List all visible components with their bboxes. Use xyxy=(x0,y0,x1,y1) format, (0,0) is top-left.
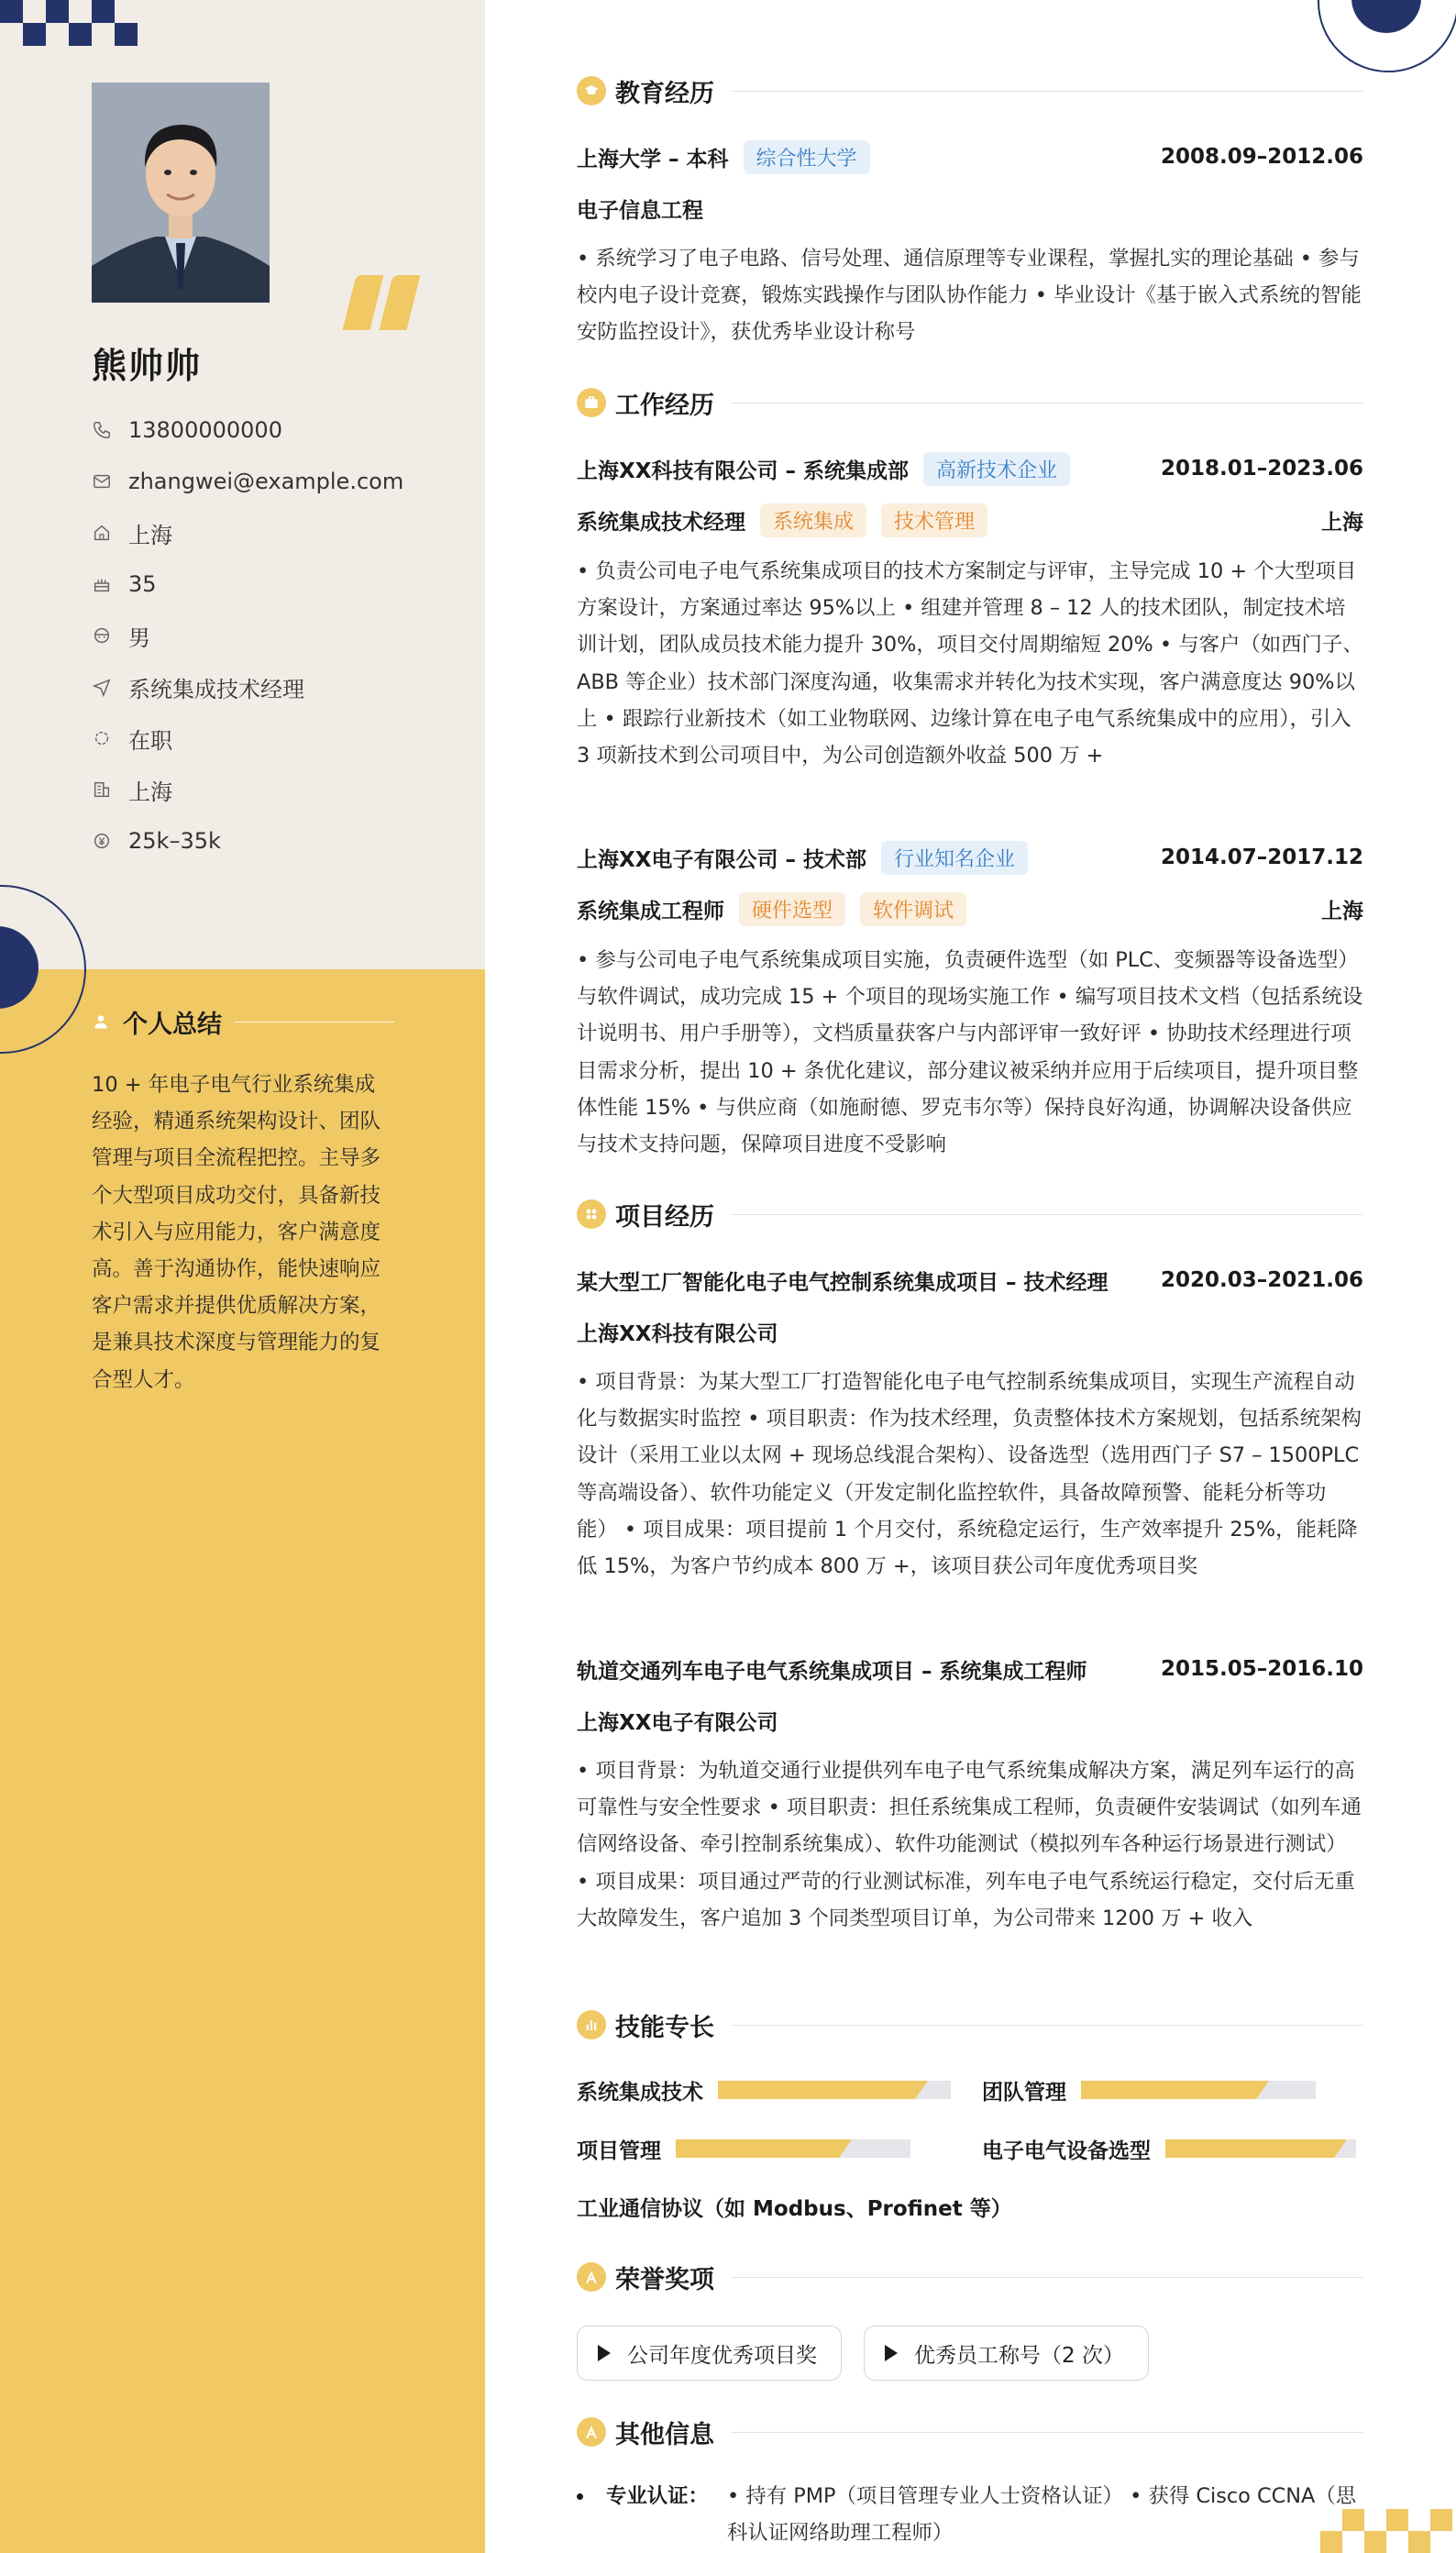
section-skills xyxy=(577,2006,1363,2043)
project-date: 2020.03–2021.06 xyxy=(1160,1268,1363,1292)
divider xyxy=(731,2025,1363,2026)
briefcase-icon xyxy=(577,388,606,417)
project-name: 某大型工厂智能化电子电气控制系统集成项目 – 技术经理 xyxy=(577,1270,1109,1295)
skill-bar-fill xyxy=(718,2081,915,2099)
person-icon xyxy=(92,1012,110,1031)
company-tag: 行业知名企业 xyxy=(881,841,1028,875)
building-icon xyxy=(92,779,112,800)
contact-position xyxy=(92,673,304,701)
contact-phone xyxy=(92,416,282,444)
job-location: 上海 xyxy=(1321,899,1363,923)
contact-status xyxy=(92,724,172,752)
phone-icon xyxy=(92,420,112,440)
project-date: 2015.05–2016.10 xyxy=(1160,1657,1363,1681)
skill-name: 电子电气设备选型 xyxy=(982,2139,1151,2163)
job-location: 上海 xyxy=(1321,510,1363,535)
contact-text: 上海 xyxy=(128,522,172,548)
contact-text: 35 xyxy=(128,571,157,597)
project-company: 上海XX科技有限公司 xyxy=(577,1321,778,1346)
skill-bar xyxy=(718,2081,951,2099)
checker-decoration xyxy=(0,0,138,46)
summary-text: 10 + 年电子电气行业系统集成经验，精通系统架构设计、团队管理与项目全流程把控。主导多个大型项目成功交付，具备新技术引入与应用能力，客户满意度高。善于沟通协作，能快速响应客户需求并提供优质解决方案，是兼具技术深度与管理能力的复合型人才。 xyxy=(92,1073,381,1392)
company-name: 上海XX电子有限公司 – 技术部 xyxy=(577,847,866,872)
contact-text: 男 xyxy=(128,624,150,651)
other-value: • 持有 PMP（项目管理专业人士资格认证） • 获得 Cisco CCNA（思科认证网络助理工程师） xyxy=(727,2484,1357,2546)
bar-chart-icon xyxy=(577,2010,606,2039)
bullet-dot xyxy=(577,2493,583,2500)
award-label: 公司年度优秀项目奖 xyxy=(627,2343,817,2368)
skill-extra: 工业通信协议（如 Modbus、Profinet 等） xyxy=(577,2197,1012,2221)
project-company-row xyxy=(577,1705,1363,1736)
contact-text: 在职 xyxy=(128,727,172,754)
divider xyxy=(731,2432,1363,2433)
divider xyxy=(731,91,1363,92)
skill-bar xyxy=(676,2139,910,2158)
cake-icon xyxy=(92,574,112,594)
job-header xyxy=(577,453,1363,484)
section-title: 技能专长 xyxy=(615,2013,714,2042)
skill-tag: 软件调试 xyxy=(860,892,966,926)
school-name: 上海大学 – 本科 xyxy=(577,147,729,171)
section-other xyxy=(577,2414,1363,2450)
salary-icon xyxy=(92,831,112,851)
contact-text: 13800000000 xyxy=(128,417,282,443)
job-role-row xyxy=(577,504,1363,536)
project-header xyxy=(577,1653,1363,1685)
candidate-name: 熊帅帅 xyxy=(92,346,203,386)
section-title: 项目经历 xyxy=(615,1202,714,1232)
skill-name: 系统集成技术 xyxy=(577,2080,703,2105)
contact-gender xyxy=(92,622,150,649)
skill-bar-fill xyxy=(1165,2139,1334,2158)
contact-age xyxy=(92,570,157,598)
section-title: 其他信息 xyxy=(615,2420,714,2449)
info-icon xyxy=(577,2417,606,2447)
education-description: • 系统学习了电子电路、信号处理、通信原理等专业课程，掌握扎实的理论基础 • 参与校内电子设计竞赛，锻炼实践操作与团队协作能力 • 毕业设计《基于嵌入式系统的智能安防监控设计》，获优秀毕业设计称号 xyxy=(577,247,1362,345)
job-date: 2014.07–2017.12 xyxy=(1160,845,1363,869)
education-date: 2008.09–2012.06 xyxy=(1160,145,1363,169)
skill-name: 团队管理 xyxy=(982,2080,1066,2105)
other-label: 专业认证： xyxy=(606,2484,709,2508)
contact-salary xyxy=(92,827,221,855)
graduation-cap-icon xyxy=(577,76,606,105)
skill-bar xyxy=(1165,2139,1356,2158)
send-icon xyxy=(92,677,112,697)
grid-icon xyxy=(577,1199,606,1229)
job-role-row xyxy=(577,893,1363,924)
job-description: • 负责公司电子电气系统集成项目的技术方案制定与评审，主导完成 10 + 个大型项目方案设计，方案通过率达 95%以上 • 组建并管理 8 – 12 人的技术团队，制定技术培训计划，团队成员技术能力提升 30%，项目交付周期缩短 20% • 与客户（如西门子、ABB 等企业）技术部门深度沟通，收集需求并转化为技术实现，客户满意度达 90%以上 • 跟踪行业新技术（如工业物联网、边缘计算在电子电气系统集成中的应用），引入 3 项新技术到公司项目中，为公司创造额外收益 500 万 + xyxy=(577,559,1363,768)
contact-text: 25k–35k xyxy=(128,828,221,854)
contact-text: 上海 xyxy=(128,779,172,805)
job-header xyxy=(577,842,1363,873)
job-role: 系统集成技术经理 xyxy=(577,510,745,535)
section-work xyxy=(577,384,1363,421)
contact-email xyxy=(92,468,403,495)
project-company: 上海XX电子有限公司 xyxy=(577,1710,778,1735)
profile-photo xyxy=(92,83,270,303)
contact-city xyxy=(92,519,172,547)
mail-icon xyxy=(92,471,112,492)
sidebar xyxy=(0,0,485,2553)
award-chip xyxy=(577,2326,842,2381)
job-date: 2018.01–2023.06 xyxy=(1160,457,1363,481)
section-education xyxy=(577,72,1363,109)
status-icon xyxy=(92,728,112,748)
skill-item xyxy=(577,2133,910,2164)
home-icon xyxy=(92,523,112,543)
award-icon xyxy=(577,2262,606,2292)
project-name: 轨道交通列车电子电气系统集成项目 – 系统集成工程师 xyxy=(577,1659,1087,1684)
divider xyxy=(731,2277,1363,2278)
award-label: 优秀员工称号（2 次） xyxy=(914,2343,1124,2368)
project-header xyxy=(577,1265,1363,1296)
company-tag: 高新技术企业 xyxy=(923,452,1070,486)
summary-header xyxy=(92,1005,394,1038)
quote-decoration xyxy=(344,268,415,332)
contact-location xyxy=(92,776,172,803)
education-header xyxy=(577,141,1363,172)
skill-bar-fill xyxy=(676,2139,839,2158)
skill-bar xyxy=(1081,2081,1316,2099)
section-projects xyxy=(577,1196,1363,1232)
skill-bar-fill xyxy=(1081,2081,1256,2099)
school-tag: 综合性大学 xyxy=(744,140,870,174)
education-major-row xyxy=(577,193,1363,224)
gender-icon xyxy=(92,625,112,646)
skill-tag: 技术管理 xyxy=(881,503,987,537)
section-title: 教育经历 xyxy=(615,79,714,108)
project-description: • 项目背景：为某大型工厂打造智能化电子电气控制系统集成项目，实现生产流程自动化与数据实时监控 • 项目职责：作为技术经理，负责整体技术方案规划，包括系统架构设计（采用工业以太网 + 现场总线混合架构）、设备选型（选用西门子 S7 – 1500PLC 等高端设备）、软件功能定义（开发定制化监控软件，具备故障预警、能耗分析等功能） • 项目成果：项目提前 1 个月交付，系统稳定运行，生产效率提升 25%，能耗降低 15%，为客户节约成本 800 万 +，该项目获公司年度优秀项目奖 xyxy=(577,1370,1362,1579)
skill-tag: 系统集成 xyxy=(760,503,866,537)
skill-item xyxy=(982,2074,1316,2105)
skill-item xyxy=(577,2074,951,2105)
project-company-row xyxy=(577,1316,1363,1347)
contact-text: zhangwei@example.com xyxy=(128,469,404,494)
award-chip xyxy=(864,2326,1149,2381)
section-title: 荣誉奖项 xyxy=(615,2265,714,2294)
section-awards xyxy=(577,2259,1363,2295)
divider xyxy=(731,1214,1363,1215)
skill-item xyxy=(982,2133,1356,2164)
contact-text: 系统集成技术经理 xyxy=(128,676,304,702)
play-icon xyxy=(885,2345,898,2361)
company-name: 上海XX科技有限公司 – 系统集成部 xyxy=(577,459,909,483)
skill-tag: 硬件选型 xyxy=(739,892,845,926)
job-description: • 参与公司电子电气系统集成项目实施，负责硬件选型（如 PLC、变频器等设备选型）与软件调试，成功完成 15 + 个项目的现场实施工作 • 编写项目技术文档（包括系统设计说明书、用户手册等），文档质量获客户与内部评审一致好评 • 协助技术经理进行项目需求分析，提出 10 + 条优化建议，部分建议被采纳并应用于后续项目，提升项目整体性能 15% • 与供应商（如施耐德、罗克韦尔等）保持良好沟通，协调解决设备供应与技术支持问题，保障项目进度不受影响 xyxy=(577,948,1363,1157)
major: 电子信息工程 xyxy=(577,198,703,223)
project-description: • 项目背景：为轨道交通行业提供列车电子电气系统集成解决方案，满足列车运行的高可靠性与安全性要求 • 项目职责：担任系统集成工程师，负责硬件安装调试（如列车通信网络设备、牵引控制系统集成）、软件功能测试（模拟列车各种运行场景进行测试） • 项目成果：项目通过严苛的行业测试标准，列车电子电气系统运行稳定，交付后无重大故障发生，客户追加 3 个同类型项目订单，为公司带来 1200 万 + 收入 xyxy=(577,1759,1362,1930)
summary-title: 个人总结 xyxy=(123,1010,222,1039)
play-icon xyxy=(598,2345,611,2361)
skill-name: 项目管理 xyxy=(577,2139,661,2163)
job-role: 系统集成工程师 xyxy=(577,899,724,923)
checker-decoration-bottom xyxy=(1320,2507,1456,2553)
section-title: 工作经历 xyxy=(615,391,714,420)
